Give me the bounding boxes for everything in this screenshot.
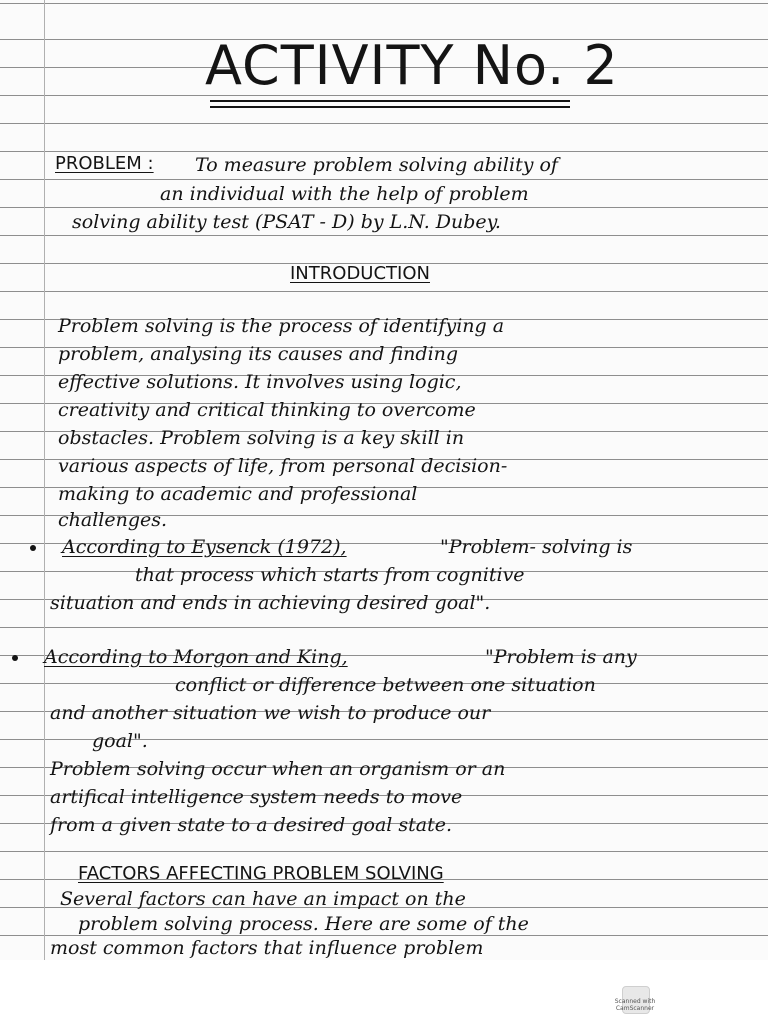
factors-line-2: problem solving process. Here are some of the [78, 913, 529, 935]
quote1-line-3: situation and ends in achieving desired goal". [50, 592, 491, 614]
intro-line-5: obstacles. Problem solving is a key skill in [58, 427, 465, 449]
bullet-point [30, 545, 36, 551]
quote1-line-1: "Problem- solving is [440, 536, 633, 558]
definition-line-3: from a given state to a desired goal state. [50, 814, 453, 836]
intro-line-7: making to academic and professional [58, 483, 418, 505]
definition-line-1: Problem solving occur when an organism or an [50, 758, 506, 780]
intro-line-2: problem, analysing its causes and finding [58, 343, 459, 365]
quote2-line-1: "Problem is any [485, 646, 637, 668]
quote1-attribution: According to Eysenck (1972), [62, 536, 347, 558]
quote2-attribution: According to Morgon and King, [44, 646, 348, 668]
definition-line-2: artifical intelligence system needs to move [50, 786, 463, 808]
quote2-line-4: goal". [92, 730, 148, 752]
intro-line-1: Problem solving is the process of identifying a [58, 315, 505, 337]
margin-rule [44, 0, 45, 960]
title-underline-1 [210, 100, 570, 102]
factors-line-1: Several factors can have an impact on the [60, 888, 466, 910]
title-underline-2 [210, 106, 570, 108]
problem-label: PROBLEM : [55, 153, 154, 174]
scanner-text: Scanned with CamScanner [614, 998, 656, 1012]
problem-line-1: To measure problem solving ability of [195, 154, 558, 176]
quote2-line-2: conflict or difference between one situation [175, 674, 596, 696]
intro-line-3: effective solutions. It involves using logic, [58, 371, 462, 393]
intro-line-6: various aspects of life, from personal decision- [58, 455, 508, 477]
intro-line-8: challenges. [58, 509, 168, 531]
problem-line-3: solving ability test (PSAT - D) by L.N. Dubey. [72, 211, 501, 233]
quote1-line-2: that process which starts from cognitive [135, 564, 525, 586]
intro-line-4: creativity and critical thinking to overcome [58, 399, 476, 421]
scanner-watermark [600, 984, 670, 1014]
factors-heading: FACTORS AFFECTING PROBLEM SOLVING [78, 863, 444, 884]
page-title: ACTIVITY No. 2 [205, 34, 619, 97]
quote2-line-3: and another situation we wish to produce our [50, 702, 491, 724]
problem-line-2: an individual with the help of problem [160, 183, 529, 205]
bullet-point [12, 655, 18, 661]
introduction-heading: INTRODUCTION [290, 263, 430, 284]
factors-line-3: most common factors that influence problem [50, 937, 484, 959]
